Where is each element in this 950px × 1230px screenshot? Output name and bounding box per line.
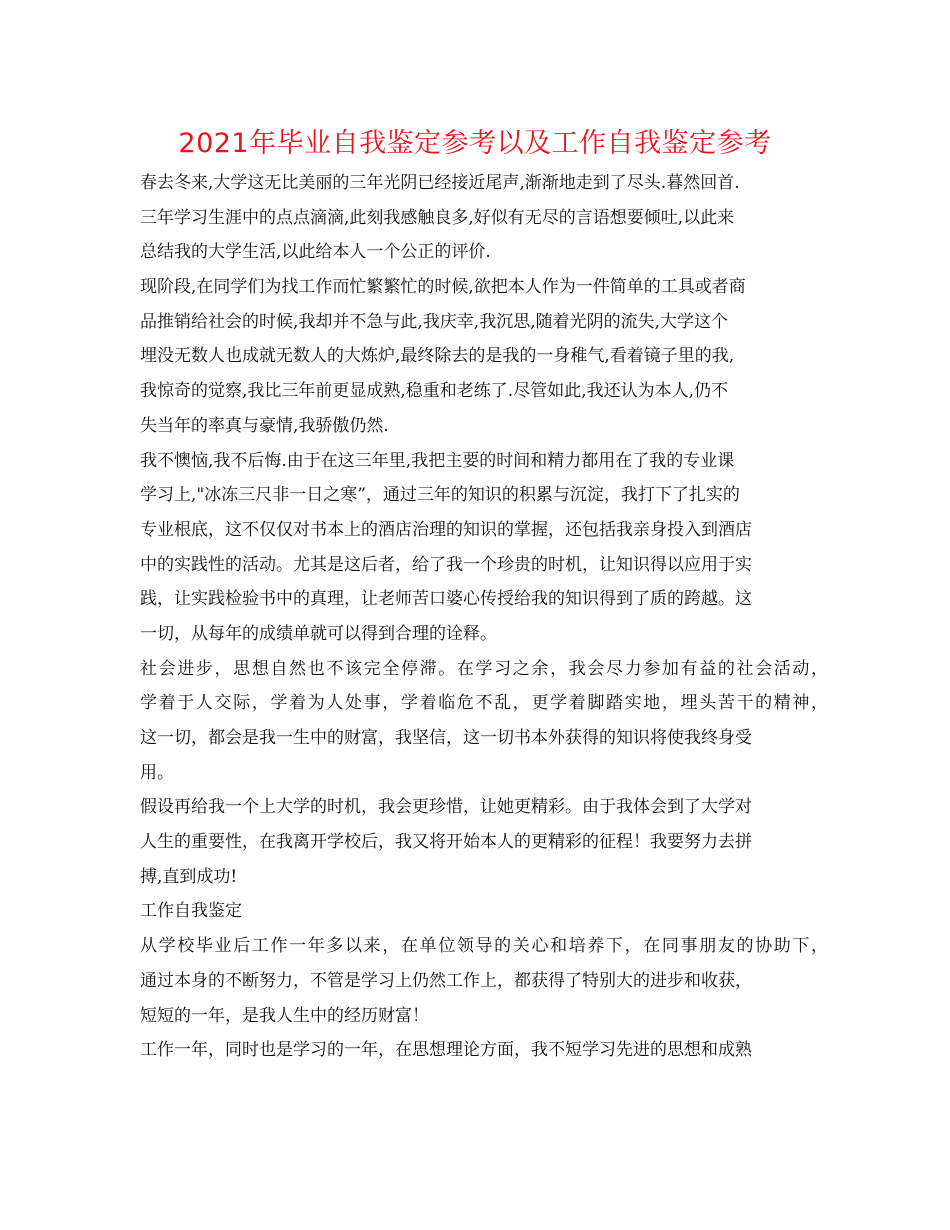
text-line: 学着于人交际，学着为人处事，学着临危不乱，更学着脚踏实地，埋头苦干的精神， [140, 693, 830, 714]
document-body [140, 166, 840, 1068]
text-line: 专业根底，这不仅仅对书本上的酒店治理的知识的掌握，还包括我亲身投入到酒店 [140, 519, 752, 540]
text-line: 总结我的大学生活,以此给本人一个公正的评价. [140, 242, 491, 263]
text-line: 通过本身的不断努力，不管是学习上仍然工作上，都获得了特别大的进步和收获， [140, 970, 752, 991]
text-line: 现阶段,在同学们为找工作而忙繁繁忙的时候,欲把本人作为一件简单的工具或者商 [140, 277, 746, 298]
text-line: 中的实践性的活动。尤其是这后者，给了我一个珍贵的时机，让知识得以应用于实 [140, 554, 752, 575]
document-title: 2021年毕业自我鉴定参考以及工作自我鉴定参考 [178, 128, 772, 159]
text-line: 人生的重要性，在我离开学校后，我又将开始本人的更精彩的征程！我要努力去拼 [140, 832, 752, 853]
text-line: 这一切，都会是我一生中的财富，我坚信，这一切书本外获得的知识将使我终身受 [140, 728, 752, 748]
text-line: 一切，从每年的成绩单就可以得到合理的诠释。 [140, 623, 497, 644]
text-line: 社会进步，思想自然也不该完全停滞。在学习之余，我会尽力参加有益的社会活动， [140, 658, 830, 679]
text-line: 用。 [140, 762, 174, 783]
text-line: 我不懊恼,我不后悔.由于在这三年里,我把主要的时间和精力都用在了我的专业课 [140, 450, 735, 471]
text-line: 学习上,"冰冻三尺非一日之寒”，通过三年的知识的积累与沉淀，我打下了扎实的 [140, 485, 740, 506]
text-line: 从学校毕业后工作一年多以来，在单位领导的关心和培养下，在同事朋友的协助下， [140, 936, 830, 957]
text-line: 搏,直到成功! [140, 866, 238, 887]
text-line: 工作自我鉴定 [140, 901, 242, 922]
text-line: 践，让实践检验书中的真理，让老师苦口婆心传授给我的知识得到了质的跨越。这 [140, 589, 752, 610]
text-line: 三年学习生涯中的点点滴滴,此刻我感触良多,好似有无尽的言语想要倾吐,以此来 [140, 207, 735, 228]
text-line: 品推销给社会的时候,我却并不急与此,我庆幸,我沉思,随着光阴的流失,大学这个 [140, 311, 729, 332]
text-line: 失当年的率真与豪情,我骄傲仍然. [140, 415, 389, 436]
text-line: 我惊奇的觉察,我比三年前更显成熟,稳重和老练了.尽管如此,我还认为本人,仍不 [140, 381, 729, 402]
text-line: 假设再给我一个上大学的时机，我会更珍惜，让她更精彩。由于我体会到了大学对 [140, 797, 752, 818]
text-line: 埋没无数人也成就无数人的大炼炉,最终除去的是我的一身稚气,看着镜子里的我, [140, 346, 735, 367]
text-line: 短短的一年，是我人生中的经历财富！ [140, 1005, 429, 1026]
text-line: 工作一年，同时也是学习的一年，在思想理论方面，我不短学习先进的思想和成熟 [140, 1040, 752, 1061]
text-line: 春去冬来,大学这无比美丽的三年光阴已经接近尾声,渐渐地走到了尽头.暮然回首. [140, 173, 740, 193]
